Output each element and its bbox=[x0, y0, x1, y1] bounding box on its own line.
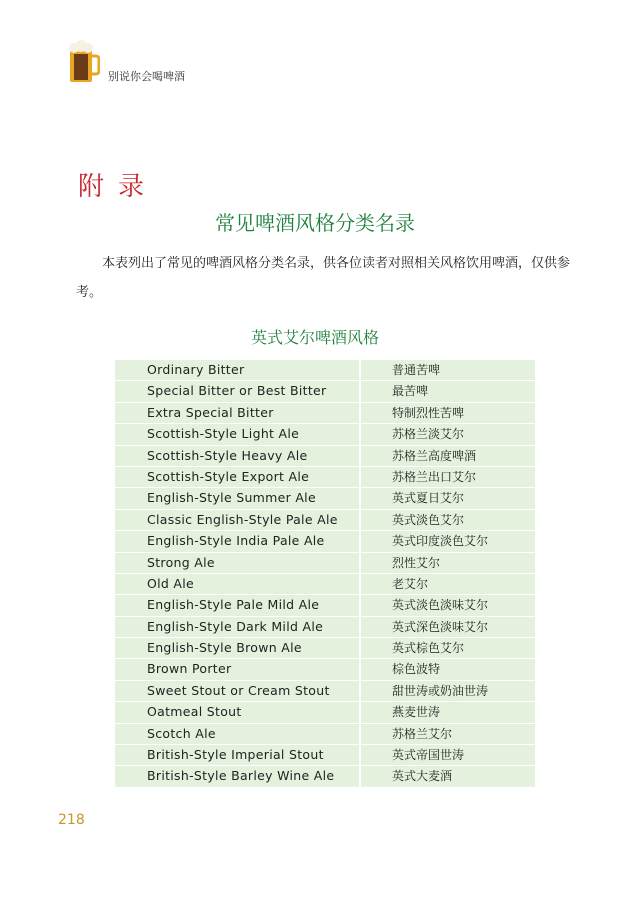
style-name-en: English-Style Pale Mild Ale bbox=[115, 595, 359, 615]
style-name-en: Strong Ale bbox=[115, 553, 359, 573]
style-name-zh: 老艾尔 bbox=[361, 574, 535, 594]
style-name-en: Old Ale bbox=[115, 574, 359, 594]
style-name-zh: 苏格兰艾尔 bbox=[361, 724, 535, 744]
style-name-zh: 特制烈性苦啤 bbox=[361, 403, 535, 423]
intro-text: 本表列出了常见的啤酒风格分类名录，供各位读者对照相关风格饮用啤酒，仅供参考。 bbox=[76, 256, 571, 300]
style-name-en: English-Style Summer Ale bbox=[115, 488, 359, 508]
page-title: 常见啤酒风格分类名录 bbox=[215, 211, 415, 235]
table-row bbox=[115, 766, 535, 786]
book-title: 别说你会喝啤酒 bbox=[108, 70, 185, 83]
table-row bbox=[115, 681, 535, 701]
style-name-en: Scottish-Style Heavy Ale bbox=[115, 446, 359, 466]
table-row bbox=[115, 617, 535, 637]
style-name-zh: 英式印度淡色艾尔 bbox=[361, 531, 535, 551]
style-name-zh: 英式淡色淡味艾尔 bbox=[361, 595, 535, 615]
style-name-zh: 燕麦世涛 bbox=[361, 702, 535, 722]
beer-mug-icon bbox=[66, 40, 100, 84]
style-name-en: English-Style Brown Ale bbox=[115, 638, 359, 658]
style-name-en: Classic English-Style Pale Ale bbox=[115, 510, 359, 530]
style-name-en: English-Style Dark Mild Ale bbox=[115, 617, 359, 637]
table-row bbox=[115, 745, 535, 765]
table-row bbox=[115, 403, 535, 423]
style-name-zh: 英式深色淡味艾尔 bbox=[361, 617, 535, 637]
table-row bbox=[115, 424, 535, 444]
style-name-zh: 最苦啤 bbox=[361, 381, 535, 401]
table-row bbox=[115, 531, 535, 551]
style-name-zh: 苏格兰淡艾尔 bbox=[361, 424, 535, 444]
style-name-zh: 甜世涛或奶油世涛 bbox=[361, 681, 535, 701]
style-name-en: Extra Special Bitter bbox=[115, 403, 359, 423]
table-row bbox=[115, 702, 535, 722]
style-name-en: Oatmeal Stout bbox=[115, 702, 359, 722]
style-name-zh: 英式夏日艾尔 bbox=[361, 488, 535, 508]
table-row bbox=[115, 510, 535, 530]
table-row bbox=[115, 595, 535, 615]
style-name-zh: 苏格兰出口艾尔 bbox=[361, 467, 535, 487]
style-name-en: Scottish-Style Export Ale bbox=[115, 467, 359, 487]
style-name-en: British-Style Imperial Stout bbox=[115, 745, 359, 765]
table-row bbox=[115, 446, 535, 466]
style-name-zh: 英式棕色艾尔 bbox=[361, 638, 535, 658]
style-name-zh: 英式帝国世涛 bbox=[361, 745, 535, 765]
style-name-en: Scottish-Style Light Ale bbox=[115, 424, 359, 444]
table-row bbox=[115, 467, 535, 487]
table-row bbox=[115, 574, 535, 594]
style-name-zh: 英式淡色艾尔 bbox=[361, 510, 535, 530]
style-name-zh: 英式大麦酒 bbox=[361, 766, 535, 786]
table-row bbox=[115, 638, 535, 658]
style-name-en: Brown Porter bbox=[115, 659, 359, 679]
style-name-en: Ordinary Bitter bbox=[115, 360, 359, 380]
table-row bbox=[115, 360, 535, 380]
table-row bbox=[115, 488, 535, 508]
style-name-en: Scotch Ale bbox=[115, 724, 359, 744]
table-row bbox=[115, 724, 535, 744]
table-row bbox=[115, 381, 535, 401]
style-name-zh: 普通苦啤 bbox=[361, 360, 535, 380]
style-name-zh: 烈性艾尔 bbox=[361, 553, 535, 573]
table-row bbox=[115, 659, 535, 679]
style-name-en: Special Bitter or Best Bitter bbox=[115, 381, 359, 401]
appendix-heading: 附录 bbox=[78, 172, 159, 202]
page-number: 218 bbox=[58, 812, 85, 828]
style-name-en: English-Style India Pale Ale bbox=[115, 531, 359, 551]
style-name-zh: 棕色波特 bbox=[361, 659, 535, 679]
style-name-zh: 苏格兰高度啤酒 bbox=[361, 446, 535, 466]
intro-paragraph bbox=[76, 249, 581, 307]
beer-styles-table bbox=[115, 360, 535, 788]
table-row bbox=[115, 553, 535, 573]
style-name-en: British-Style Barley Wine Ale bbox=[115, 766, 359, 786]
section-title: 英式艾尔啤酒风格 bbox=[250, 328, 379, 347]
style-name-en: Sweet Stout or Cream Stout bbox=[115, 681, 359, 701]
